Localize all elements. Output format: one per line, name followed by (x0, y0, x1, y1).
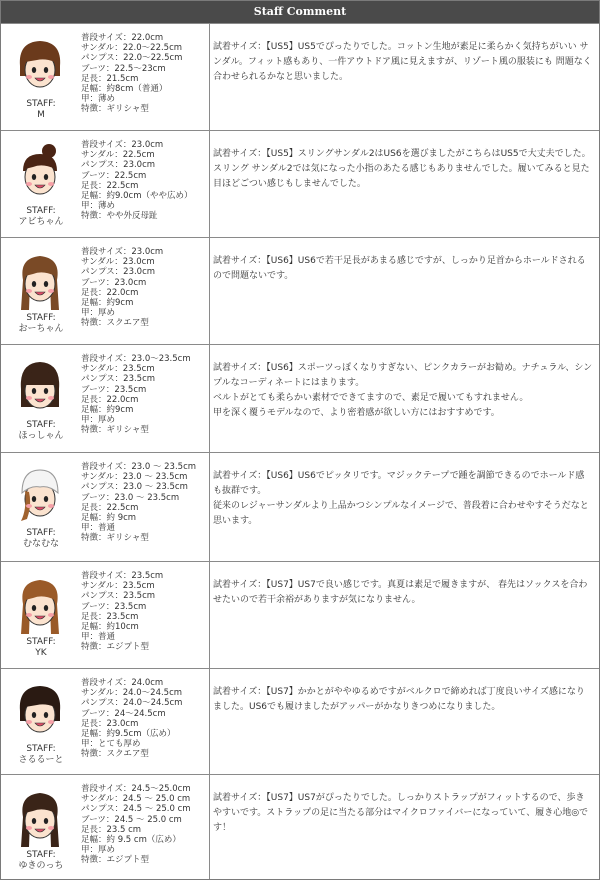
staff-row (1, 130, 599, 237)
staff-comment (213, 791, 593, 836)
spec-line: 甲：とても厚め (81, 739, 141, 750)
spec-line: 特徴：ギリシャ型 (81, 533, 149, 544)
spec-line: サンダル：22.0～22.5cm (81, 43, 183, 54)
spec-line: パンプス：23.5cm (81, 591, 156, 602)
column-divider (209, 345, 210, 452)
column-divider (209, 453, 210, 561)
staff-row (1, 344, 599, 452)
staff-name: STAFF: YK (26, 637, 56, 658)
staff-avatar (13, 36, 67, 98)
spec-line: 甲：普通 (81, 632, 116, 643)
spec-line: パンプス：23.0cm (81, 160, 156, 171)
spec-line: 足長：22.0cm (81, 394, 139, 405)
staff-name: STAFF: アビちゃん (18, 206, 64, 227)
spec-line: 甲：薄め (81, 94, 116, 105)
spec-line: 足幅：約9cm (81, 405, 134, 416)
spec-line: 足幅：約9cm (81, 298, 134, 309)
spec-line: ブーツ：22.5～23cm (81, 63, 166, 74)
spec-line: 普段サイズ：24.0cm (81, 678, 164, 688)
staff-avatar (13, 465, 67, 527)
spec-line: 甲：厚め (81, 845, 116, 856)
spec-line: パンプス：23.5cm (81, 374, 156, 385)
staff-row (1, 561, 599, 668)
staff-name: STAFF: むなむな (22, 528, 59, 549)
spec-line: 普段サイズ：23.0～23.5cm (81, 354, 191, 364)
staff-comment (213, 254, 593, 284)
spec-line: サンダル：23.5cm (81, 364, 155, 375)
staff-name: STAFF: M (26, 99, 56, 120)
foot-size-specs (81, 247, 207, 329)
staff-avatar (13, 250, 67, 312)
spec-line: 普段サイズ：22.0cm (81, 33, 164, 43)
spec-line: 普段サイズ：23.5cm (81, 571, 164, 581)
staff-comment (213, 685, 593, 715)
spec-line: 特徴：エジプト型 (81, 642, 150, 653)
spec-line: 特徴：スクエア型 (81, 749, 149, 760)
column-divider (209, 24, 210, 130)
spec-line: サンダル：23.0 ～ 23.5cm (81, 472, 188, 483)
spec-line: 普段サイズ：23.0cm (81, 247, 164, 257)
spec-line: パンプス：24.0～24.5cm (81, 698, 183, 709)
staff-name: STAFF: さるるーと (18, 744, 64, 765)
comment-paragraph: 試着サイズ：【US7】かかとがややゆるめですがベルクロで締めれば丁度良いサイズ感になりました。US6でも履けましたがアッパーがかなりきつめになりました。 (213, 687, 585, 712)
spec-line: 普段サイズ：24.5～25.0cm (81, 784, 191, 794)
spec-line: サンダル：23.0cm (81, 257, 155, 268)
column-divider (209, 669, 210, 774)
spec-line: 特徴：スクエア型 (81, 318, 149, 329)
staff-comment (213, 40, 593, 85)
spec-line: 足幅：約 9cm (81, 513, 137, 524)
spec-line: 特徴：エジプト型 (81, 855, 150, 866)
comment-paragraph: 試着サイズ：【US7】US7がぴったりでした。しっかりストラップがフィットするので、歩きやすいです。ストラップの足に当たる部分はマイクロファイバーになっていて、履き心地◎です！ (213, 793, 589, 833)
spec-line: 足幅：約9.0cm（やや広め） (81, 191, 193, 202)
staff-comment (213, 147, 593, 192)
spec-line: 足幅：約8cm（普通） (81, 84, 168, 95)
spec-line: 特徴：ギリシャ型 (81, 104, 149, 115)
spec-line: 足幅：約 9.5 cm（広め） (81, 835, 181, 846)
foot-size-specs (81, 784, 207, 866)
staff-avatar (13, 787, 67, 849)
staff-row (1, 237, 599, 344)
staff-avatar (13, 574, 67, 636)
staff-row (1, 23, 599, 130)
staff-row (1, 452, 599, 561)
comment-paragraph: ベルトがとても柔らかい素材でできてますので、素足で履いてもすれません。 (213, 393, 529, 403)
staff-row (1, 774, 599, 879)
spec-line: サンダル：22.5cm (81, 150, 155, 161)
staff-name: STAFF: ゆきのっち (18, 850, 64, 871)
staff-comment (213, 578, 593, 608)
table-header: Staff Comment (1, 1, 599, 23)
spec-line: ブーツ：23.5cm (81, 601, 147, 612)
spec-line: 普段サイズ：23.0 ～ 23.5cm (81, 462, 197, 472)
spec-line: 足長：23.5 cm (81, 824, 142, 835)
spec-line: 足長：22.5cm (81, 502, 139, 513)
spec-line: 甲：厚め (81, 308, 116, 319)
staff-avatar (13, 143, 67, 205)
spec-line: 足長：22.5cm (81, 180, 139, 191)
staff-comment (213, 469, 593, 529)
spec-line: ブーツ：22.5cm (81, 170, 147, 181)
comment-paragraph: 試着サイズ：【US5】スリングサンダル2はUS6を選びましたがこちらはUS5で大丈夫でした。スリング サンダル2では気になった小指のあたる感じもありませんでした。履いてみると見た目ほどごつい感じもしませんでした。 (213, 149, 591, 189)
spec-line: 特徴：ギリシャ型 (81, 425, 149, 436)
spec-line: ブーツ：24.5 ～ 25.0 cm (81, 814, 182, 825)
spec-line: ブーツ：23.5cm (81, 384, 147, 395)
spec-line: サンダル：23.5cm (81, 581, 155, 592)
foot-size-specs (81, 140, 207, 222)
staff-name: STAFF: おーちゃん (18, 313, 64, 334)
spec-line: 足長：21.5cm (81, 73, 139, 84)
spec-line: 特徴：やや外反母趾 (81, 211, 158, 222)
staff-comment (213, 361, 593, 421)
comment-paragraph: 試着サイズ：【US6】US6で若干足長があまる感じですが、しっかり足首からホールドされるので問題ないです。 (213, 256, 586, 281)
spec-line: ブーツ：23.0cm (81, 277, 147, 288)
staff-avatar (13, 357, 67, 419)
comment-paragraph: 従来のレジャーサンダルより上品かつシンプルなイメージで、普段着に合わせやすそうだなと思います。 (213, 501, 589, 526)
spec-line: パンプス：24.5 ～ 25.0 cm (81, 804, 191, 815)
staff-row (1, 668, 599, 774)
column-divider (209, 131, 210, 237)
spec-line: 足幅：約9.5cm（広め） (81, 729, 176, 740)
comment-paragraph: 試着サイズ：【US6】US6でピッタリです。マジックテープで踵を調節できるのでホールド感も抜群です。 (213, 471, 585, 496)
foot-size-specs (81, 33, 207, 115)
spec-line: ブーツ：23.0 ～ 23.5cm (81, 492, 180, 503)
spec-line: 普段サイズ：23.0cm (81, 140, 164, 150)
spec-line: パンプス：22.0～22.5cm (81, 53, 183, 64)
spec-line: 足長：22.0cm (81, 287, 139, 298)
comment-paragraph: 試着サイズ：【US6】スポーツっぽくなりすぎない、ピンクカラーがお勧め。ナチュラル、シンプルなコーディネートにはまります。 (213, 363, 593, 388)
foot-size-specs (81, 571, 207, 653)
spec-line: パンプス：23.0 ～ 23.5cm (81, 482, 188, 493)
comment-paragraph: 試着サイズ：【US5】US5でぴったりでした。コットン生地が素足に柔らかく気持ちがいい サンダル。フィット感もあり、一件アウトドア風に見えますが、リゾート風の服装にも 問題なく合わせられるかなと思いました。 (213, 42, 592, 82)
comment-paragraph: 甲を深く覆うモデルなので、より密着感が欲しい方にはおすすめです。 (213, 408, 500, 418)
spec-line: ブーツ：24～24.5cm (81, 708, 166, 719)
comment-paragraph: 試着サイズ：【US7】US7で良い感じです。真夏は素足で履きますが、 春先はソックスを合わせたいので若干余裕がありますが気になりません。 (213, 580, 588, 605)
spec-line: サンダル：24.5 ～ 25.0 cm (81, 794, 191, 805)
spec-line: 足長：23.0cm (81, 718, 139, 729)
spec-line: 足幅：約10cm (81, 622, 139, 633)
column-divider (209, 562, 210, 668)
spec-line: 甲：薄め (81, 201, 116, 212)
spec-line: パンプス：23.0cm (81, 267, 156, 278)
spec-line: 甲：普通 (81, 523, 116, 534)
staff-name: STAFF: ほっしゃん (18, 420, 64, 441)
staff-avatar (13, 681, 67, 743)
column-divider (209, 238, 210, 344)
foot-size-specs (81, 354, 207, 436)
foot-size-specs (81, 678, 207, 760)
spec-line: 足長：23.5cm (81, 611, 139, 622)
spec-line: 甲：厚め (81, 415, 116, 426)
spec-line: サンダル：24.0～24.5cm (81, 688, 183, 699)
column-divider (209, 775, 210, 879)
foot-size-specs (81, 462, 207, 544)
